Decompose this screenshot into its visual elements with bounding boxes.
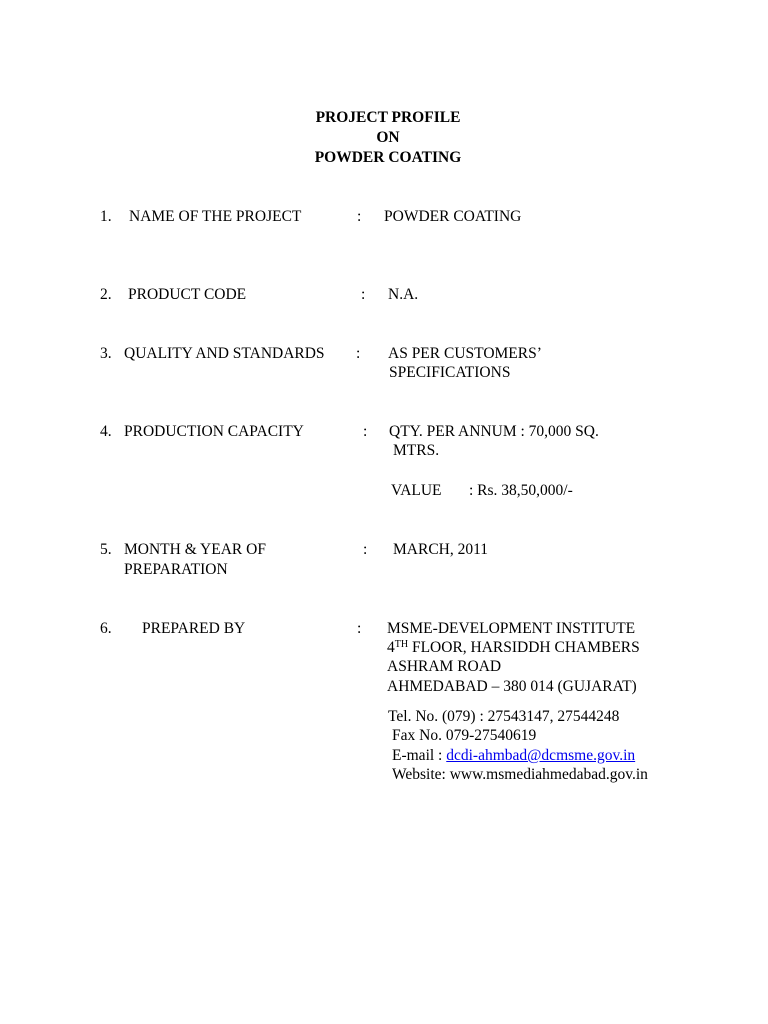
item-4-colon: : [363, 423, 368, 440]
floor-superscript: TH [394, 639, 409, 650]
item-3-colon: : [356, 345, 361, 362]
floor-number: 4 [387, 639, 395, 656]
item-3-value-line-2: SPECIFICATIONS [389, 364, 511, 381]
title-line-1: PROJECT PROFILE [315, 109, 461, 126]
floor-rest: FLOOR, HARSIDDH CHAMBERS [408, 639, 640, 656]
item-6-number: 6. [100, 620, 112, 637]
address-line-1: MSME-DEVELOPMENT INSTITUTE [387, 620, 636, 637]
contact-fax: Fax No. 079-27540619 [392, 727, 537, 744]
item-2-value: N.A. [388, 286, 419, 303]
title-line-2: ON [376, 129, 400, 146]
item-3-value-line-1: AS PER CUSTOMERS’ [388, 345, 542, 362]
item-5-value: MARCH, 2011 [393, 541, 489, 558]
address-line-2 [387, 638, 640, 657]
item-6-label: PREPARED BY [142, 620, 246, 637]
item-4-value-line-1: QTY. PER ANNUM : 70,000 SQ. [389, 423, 599, 440]
item-4-value-label: VALUE [391, 482, 442, 499]
item-1-label: NAME OF THE PROJECT [129, 208, 302, 225]
email-link[interactable]: dcdi-ahmbad@dcmsme.gov.in [446, 747, 636, 764]
item-3-label: QUALITY AND STANDARDS [124, 345, 325, 362]
item-2-label: PRODUCT CODE [128, 286, 247, 303]
contact-email-line [392, 746, 635, 765]
item-5-label-line-2: PREPARATION [124, 561, 228, 578]
item-1-colon: : [357, 208, 362, 225]
item-4-value-line-2: MTRS. [393, 442, 440, 459]
item-5-colon: : [363, 541, 368, 558]
item-5-label-line-1: MONTH & YEAR OF [124, 541, 266, 558]
email-label: E-mail : [392, 747, 447, 764]
address-line-3: ASHRAM ROAD [387, 658, 502, 675]
item-3-number: 3. [100, 345, 112, 362]
item-5-number: 5. [100, 541, 112, 558]
item-1-value: POWDER COATING [384, 208, 522, 225]
item-1-number: 1. [100, 208, 112, 225]
item-4-value-amount: : Rs. 38,50,000/- [469, 482, 573, 499]
contact-tel: Tel. No. (079) : 27543147, 27544248 [388, 708, 620, 725]
title-line-3: POWDER COATING [314, 149, 462, 166]
item-4-label: PRODUCTION CAPACITY [124, 423, 304, 440]
item-4-number: 4. [100, 423, 112, 440]
contact-website: Website: www.msmediahmedabad.gov.in [392, 766, 648, 783]
item-2-colon: : [361, 286, 366, 303]
address-line-4: AHMEDABAD – 380 014 (GUJARAT) [387, 678, 637, 695]
item-6-colon: : [357, 620, 362, 637]
item-2-number: 2. [100, 286, 112, 303]
